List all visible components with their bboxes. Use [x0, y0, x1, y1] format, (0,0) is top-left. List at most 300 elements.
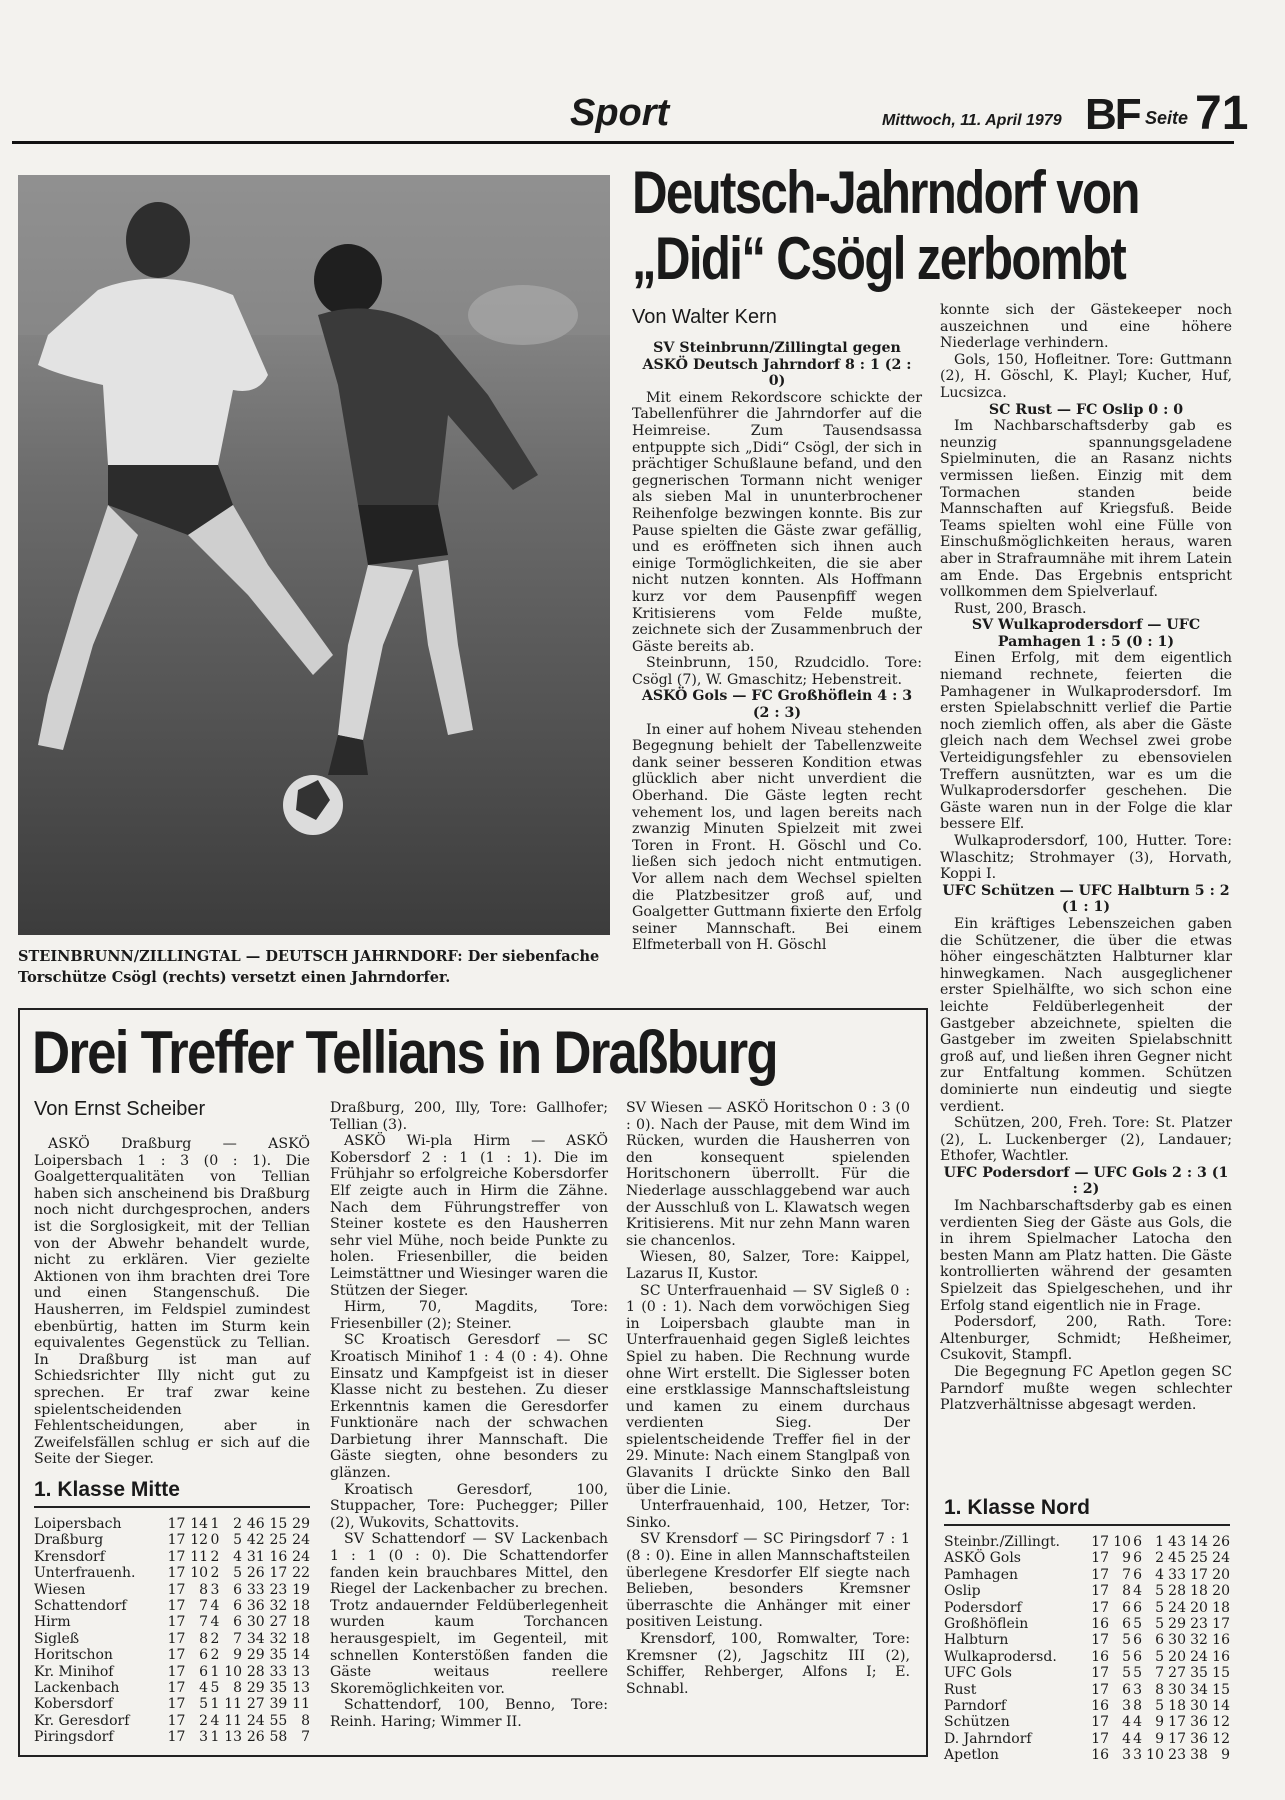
stat-cell: 15 — [1212, 1681, 1230, 1698]
stat-cell: 4 — [210, 1598, 220, 1615]
stat-cell: 33 — [269, 1663, 288, 1680]
stat-cell: 8 — [1155, 1681, 1164, 1698]
team-name: Großhöflein — [944, 1616, 1029, 1633]
match-heading: SC Rust — FC Oslip 0 : 0 — [988, 401, 1184, 418]
stat-cell: 6 — [199, 1663, 209, 1680]
headline-line-2: „Didi“ Csögl zerbombt — [632, 225, 1126, 292]
stat-cell: 17 — [167, 1696, 186, 1713]
stat-cell: 11 — [224, 1696, 243, 1713]
table-row — [944, 1649, 1230, 1665]
table-row — [34, 1565, 310, 1581]
stat-cell: 6 — [1133, 1566, 1143, 1583]
article1-byline: Von Walter Kern — [632, 306, 777, 328]
stat-cell: 3 — [199, 1729, 209, 1746]
stat-cell: 28 — [1168, 1583, 1186, 1600]
stat-cell: 29 — [246, 1680, 265, 1697]
stat-cell: 17 — [1212, 1616, 1230, 1633]
team-name: Wulkaprodersd. — [944, 1648, 1057, 1665]
team-name: Podersdorf — [944, 1599, 1022, 1616]
stat-cell: 8 — [199, 1630, 209, 1647]
stat-cell: 11 — [190, 1548, 209, 1565]
article1-headline — [632, 159, 1139, 292]
team-name: Halbturn — [944, 1632, 1009, 1649]
table-row — [944, 1632, 1230, 1648]
stat-cell: 18 — [1212, 1599, 1230, 1616]
stat-cell: 2 — [199, 1712, 209, 1729]
stat-cell: 10 — [224, 1663, 243, 1680]
paragraph: SV Schattendorf — SV Lackenbach 1 : 1 (0 : 0). Die Schattendorfer fanden kein brauchbares Mittel, den Riegel der Lackenbacher zu brechen. Trotz andauernder Feldüberlegenheit wurden kaum Torchancen herausgespielt, im Gegenteil, mit schnellen Konterstößen fanden die Gäste weitaus reellere Skoremöglichkeiten vor. — [330, 1531, 608, 1697]
stat-cell: 2 — [210, 1548, 220, 1565]
stat-cell: 30 — [1168, 1632, 1186, 1649]
stat-cell: 1 — [1155, 1534, 1164, 1550]
stat-cell: 30 — [246, 1614, 265, 1631]
table-row — [944, 1600, 1230, 1616]
stat-cell: 23 — [269, 1581, 288, 1598]
stat-cell: 7 — [233, 1630, 243, 1647]
team-name: Pamhagen — [944, 1566, 1019, 1583]
stat-cell: 5 — [210, 1680, 220, 1697]
table-row — [34, 1713, 310, 1729]
table-row — [944, 1714, 1230, 1730]
paragraph: Steinbrunn, 150, Rzudcidlo. Tore: Csögl (7), W. Gmaschitz; Hebenstreit. — [632, 655, 922, 688]
stat-cell: 3 — [1133, 1681, 1143, 1698]
stat-cell: 17 — [1190, 1566, 1208, 1583]
paragraph: Ein kräftiges Lebenszeichen gaben die Schützener, die über die etwas höher eingeschätzten Halbturner klar hinwegkamen. Nach ausgeglichener erster Spielhälfte, wo sich schon eine leichte Feldüberlegenheit der Gastgeber abzeichnete, spielten die Gastgeber im zweiten Spielabschnitt groß auf, und ließen ihren Gegner nicht zur Entfaltung kommen. Schützen dominierte nun eindeutig und siegte verdient. — [940, 915, 1232, 1115]
paragraph: In einer auf hohem Niveau stehenden Begegnung behielt der Tabellenzweite dank seiner besseren Kondition etwas glücklich aber nicht unverdient die Oberhand. Die Gäste legten recht vehement los, und lagen bereits nach zwanzig Minuten Spielzeit mit zwei Toren in Front. H. Göschl und Co. ließen sich jedoch nicht entmutigen. Vor allem nach dem Wechsel spielten die Platzbesitzer groß auf, und Goalgetter Guttmann fixierte den Erfolg seiner Mannschaft. Bei einem Elfmeterball von H. Göschl — [632, 721, 922, 954]
team-name: UFC Gols — [944, 1665, 1012, 1682]
stat-cell: 24 — [1190, 1648, 1208, 1665]
stat-cell: 26 — [1212, 1534, 1230, 1550]
team-name: Hirm — [34, 1614, 71, 1631]
stat-cell: 9 — [233, 1647, 243, 1664]
stat-cell: 12 — [1212, 1730, 1230, 1747]
stat-cell: 17 — [1091, 1550, 1110, 1567]
header-rule — [12, 141, 1234, 144]
stat-cell: 9 — [1122, 1550, 1132, 1567]
stat-cell: 27 — [246, 1696, 265, 1713]
stat-cell: 17 — [167, 1729, 186, 1746]
standings-mitte — [34, 1478, 310, 1746]
stat-cell: 31 — [246, 1548, 265, 1565]
headline-line-1: Deutsch-Jahrndorf von — [632, 159, 1139, 226]
standings-nord-title: 1. Klasse Nord — [944, 1496, 1090, 1519]
stat-cell: 24 — [292, 1548, 310, 1565]
paragraph: Einen Erfolg, mit dem eigentlich niemand rechnete, feierten die Pamhagener in Wulkaprodersdorf. Im ersten Spielabschnitt verlief die Partie noch ziemlich offen, als aber die Gäste gleich nach dem Wechsel zwei grobe Verteidigungsfehler zu ebensovielen Treffern ausnützten, war es um die Wulkaprodersdorfer geschehen. Die Gäste waren nun in der Folge die klar bessere Elf. — [940, 650, 1232, 833]
stat-cell: 9 — [1155, 1714, 1164, 1731]
team-name: Kr. Minihof — [34, 1663, 114, 1680]
standings-nord — [944, 1496, 1230, 1764]
stat-cell: 17 — [1091, 1599, 1110, 1616]
table-row — [34, 1696, 310, 1712]
stat-cell: 30 — [1190, 1698, 1208, 1715]
paragraph: ASKÖ Draßburg — ASKÖ Loipersbach 1 : 3 (0 : 1). Die Goalgetterqualitäten von Tellian haben sich anscheinend bis Draßburg noch nicht durchgesprochen, anders ist die Sorglosigkeit, mit der Tellian von der Abwehr behandelt wurde, nicht zu erklären. Vier gezielte Aktionen von ihm brachten drei Tore und einen Stangenschuß. Die Hausherren, im Feldspiel zumindest ebenbürtig, hatten im Sturm kein equivalentes Gegenstück zu Tellian. In Draßburg ist man auf Schiedsrichter Illy nicht gut zu sprechen. Er traf zwar keine spielentscheidenden Fehlentscheidungen, aber in Zweifelsfällen schlug er sich auf die Seite der Sieger. — [34, 1136, 310, 1468]
stat-cell: 58 — [269, 1729, 288, 1746]
stat-cell: 35 — [269, 1680, 288, 1697]
table-row — [34, 1598, 310, 1614]
stat-cell: 5 — [199, 1696, 209, 1713]
stat-cell: 17 — [1091, 1681, 1110, 1698]
stat-cell: 12 — [1212, 1714, 1230, 1731]
stat-cell: 24 — [1212, 1550, 1230, 1567]
table-row — [944, 1731, 1230, 1747]
stat-cell: 10 — [1146, 1747, 1164, 1764]
stat-cell: 18 — [292, 1598, 310, 1615]
stat-cell: 17 — [167, 1581, 186, 1598]
team-name: Oslip — [944, 1583, 981, 1600]
stat-cell: 36 — [246, 1598, 265, 1615]
stat-cell: 8 — [301, 1712, 310, 1729]
stat-cell: 32 — [269, 1630, 288, 1647]
stat-cell: 17 — [1091, 1730, 1110, 1747]
stat-cell: 23 — [1168, 1747, 1186, 1764]
issue-date: Mittwoch, 11. April 1979 — [882, 112, 1062, 129]
stat-cell: 17 — [1168, 1714, 1186, 1731]
stat-cell: 6 — [1122, 1616, 1132, 1633]
table-row — [34, 1729, 310, 1745]
stat-cell: 13 — [292, 1663, 310, 1680]
stat-cell: 5 — [1122, 1648, 1132, 1665]
stat-cell: 17 — [167, 1712, 186, 1729]
stat-cell: 17 — [1091, 1714, 1110, 1731]
stat-cell: 39 — [269, 1696, 288, 1713]
stat-cell: 20 — [1190, 1599, 1208, 1616]
stat-cell: 17 — [167, 1516, 186, 1532]
stat-cell: 32 — [1190, 1632, 1208, 1649]
stat-cell: 22 — [292, 1565, 310, 1582]
team-name: ASKÖ Gols — [944, 1550, 1021, 1567]
stat-cell: 17 — [167, 1680, 186, 1697]
stat-cell: 5 — [233, 1532, 243, 1549]
paragraph: SC Unterfrauenhaid — SV Sigleß 0 : 1 (0 : 1). Nach dem vorwöchigen Sieg in Loipersbach glaubte man in Unterfrauenhaid gegen Sigleß leichtes Spiel zu haben. Die Rechnung wurde ohne Wirt erstellt. Die Siglesser boten eine erstklassige Mannschaftsleistung und kamen zu einem durchaus verdienten Sieg. Der spielentscheidende Treffer fiel in der 29. Minute: Nach einem Stanglpaß von Glavanits I drückte Sinko den Ball über die Linie. — [626, 1282, 910, 1498]
stat-cell: 15 — [269, 1516, 288, 1532]
team-name: Apetlon — [944, 1747, 999, 1764]
stat-cell: 34 — [246, 1630, 265, 1647]
paragraph: Wiesen, 80, Salzer, Tore: Kaippel, Lazarus II, Kustor. — [626, 1249, 910, 1282]
newspaper-logo: BF — [1085, 90, 1140, 139]
stat-cell: 1 — [210, 1696, 220, 1713]
standings-nord-rule — [944, 1524, 1230, 1526]
team-name: Rust — [944, 1681, 977, 1698]
page-number: 71 — [1195, 87, 1249, 140]
stat-cell: 5 — [1133, 1616, 1143, 1633]
stat-cell: 13 — [292, 1680, 310, 1697]
stat-cell: 16 — [1091, 1747, 1110, 1764]
table-row — [944, 1747, 1230, 1763]
stat-cell: 8 — [233, 1680, 243, 1697]
table-row — [34, 1516, 310, 1532]
stat-cell: 1 — [210, 1729, 220, 1746]
table-row — [944, 1534, 1230, 1550]
team-name: Sigleß — [34, 1630, 80, 1647]
stat-cell: 6 — [233, 1581, 243, 1598]
team-name: Lackenbach — [34, 1680, 120, 1697]
stat-cell: 5 — [1155, 1648, 1164, 1665]
table-row — [34, 1614, 310, 1630]
stat-cell: 4 — [199, 1680, 209, 1697]
stat-cell: 16 — [1212, 1632, 1230, 1649]
team-name: Schützen — [944, 1714, 1010, 1731]
team-name: Piringsdorf — [34, 1729, 114, 1746]
stat-cell: 6 — [1122, 1681, 1132, 1698]
table-row — [34, 1549, 310, 1565]
table-row — [944, 1583, 1230, 1599]
stat-cell: 20 — [1212, 1566, 1230, 1583]
stat-cell: 7 — [1122, 1566, 1132, 1583]
match-heading: SV Wulkaprodersdorf — UFC Pamhagen 1 : 5 (0 : 1) — [971, 617, 1201, 650]
stat-cell: 2 — [210, 1630, 220, 1647]
stat-cell: 5 — [1155, 1583, 1164, 1600]
stat-cell: 17 — [167, 1614, 186, 1631]
stat-cell: 4 — [1133, 1730, 1143, 1747]
paragraph: Schützen, 200, Freh. Tore: St. Platzer (2), L. Luckenberger (2), Landauer; Ethofer, Wachtler. — [940, 1115, 1232, 1165]
stat-cell: 3 — [1122, 1698, 1132, 1715]
football-players-illustration — [18, 175, 610, 935]
stat-cell: 42 — [246, 1532, 265, 1549]
stat-cell: 4 — [1133, 1714, 1143, 1731]
stat-cell: 5 — [1155, 1599, 1164, 1616]
stat-cell: 11 — [224, 1712, 243, 1729]
team-name: Schattendorf — [34, 1598, 127, 1615]
stat-cell: 34 — [1190, 1681, 1208, 1698]
stat-cell: 17 — [1091, 1566, 1110, 1583]
stat-cell: 30 — [1168, 1681, 1186, 1698]
match-heading: UFC Schützen — UFC Halbturn 5 : 2 (1 : 1) — [942, 882, 1230, 916]
paragraph: konnte sich der Gästekeeper noch auszeichnen und eine höhere Niederlage verhindern. — [940, 302, 1232, 352]
stat-cell: 17 — [1091, 1632, 1110, 1649]
stat-cell: 6 — [199, 1647, 209, 1664]
paragraph: Die Begegnung FC Apetlon gegen SC Parndorf mußte wegen schlechter Platzverhältnisse abgesagt werden. — [940, 1364, 1232, 1414]
stat-cell: 6 — [1133, 1632, 1143, 1649]
stat-cell: 6 — [1122, 1599, 1132, 1616]
stat-cell: 6 — [233, 1614, 243, 1631]
paragraph: Mit einem Rekordscore schickte der Tabellenführer die Jahrndorfer auf die Heimreise. Zum Tausendsassa entpuppte sich „Didi“ Csögl, der sich in prächtiger Schußlaune befand, und den gegnerischen Tormann nicht weniger als sieben Mal in ununterbrochener Reihenfolge bezwingen konnte. Bis zur Pause spielten die Gäste zwar gefällig, und es eröffneten sich ihnen auch einige Tormöglichkeiten, die sie aber nicht nutzen konnten. Als Hoffmann kurz vor dem Pausenpfiff wegen Kritisierens vom Felde mußte, zeichnete sich der Zusammenbruch der Gäste bereits ab. — [632, 389, 922, 655]
stat-cell: 55 — [269, 1712, 288, 1729]
stat-cell: 4 — [210, 1712, 220, 1729]
stat-cell: 1 — [210, 1516, 220, 1532]
stat-cell: 16 — [1212, 1648, 1230, 1665]
stat-cell: 25 — [1190, 1550, 1208, 1567]
article2-column-2 — [330, 1100, 608, 1731]
stat-cell: 26 — [246, 1729, 265, 1746]
paragraph: Unterfrauenhaid, 100, Hetzer, Tor: Sinko. — [626, 1498, 910, 1531]
stat-cell: 18 — [292, 1630, 310, 1647]
standings-mitte-table — [34, 1516, 310, 1746]
table-row — [944, 1698, 1230, 1714]
stat-cell: 0 — [210, 1532, 220, 1549]
stat-cell: 4 — [1155, 1566, 1164, 1583]
table-row — [34, 1532, 310, 1548]
team-name: Steinbr./Zillingt. — [944, 1534, 1060, 1550]
stat-cell: 2 — [233, 1516, 243, 1532]
photo-caption: STEINBRUNN/ZILLINGTAL — DEUTSCH JAHRNDORF: Der siebenfache Torschütze Csögl (rechts) versetzt einen Jahrndorfer. — [18, 948, 600, 986]
stat-cell: 1 — [210, 1663, 220, 1680]
paragraph: Draßburg, 200, Illy, Tore: Gallhofer; Tellian (3). — [330, 1100, 608, 1133]
table-row — [944, 1550, 1230, 1566]
table-row — [34, 1631, 310, 1647]
page-label: Seite — [1145, 108, 1189, 128]
stat-cell: 7 — [199, 1598, 209, 1615]
stat-cell: 45 — [1168, 1550, 1186, 1567]
stat-cell: 33 — [1168, 1566, 1186, 1583]
team-name: D. Jahrndorf — [944, 1730, 1032, 1747]
stat-cell: 18 — [1190, 1583, 1208, 1600]
stat-cell: 27 — [1168, 1665, 1186, 1682]
stat-cell: 18 — [292, 1614, 310, 1631]
stat-cell: 6 — [1133, 1599, 1143, 1616]
paragraph: SV Wiesen — ASKÖ Horitschon 0 : 3 (0 : 0). Nach der Pause, mit dem Wind im Rücken, wurden die Hausherren von den konsequent spielenden Horitschonern überrollt. Für die Niederlage ausschlaggebend war auch der Ausschluß von L. Klawatsch wegen Kritisierens. Mit nur zehn Mann waren sie chancenlos. — [626, 1100, 910, 1249]
stat-cell: 19 — [292, 1581, 310, 1598]
table-row — [944, 1665, 1230, 1681]
stat-cell: 27 — [269, 1614, 288, 1631]
stat-cell: 17 — [167, 1630, 186, 1647]
table-row — [34, 1582, 310, 1598]
stat-cell: 17 — [167, 1663, 186, 1680]
article2-column-1 — [34, 1136, 310, 1468]
stat-cell: 5 — [1133, 1665, 1143, 1682]
stat-cell: 17 — [167, 1548, 186, 1565]
match-heading: ASKÖ Gols — FC Großhöflein 4 : 3 (2 : 3) — [641, 688, 913, 722]
paragraph: Gols, 150, Hofleitner. Tore: Guttmann (2), H. Göschl, K. Playl; Kucher, Huf, Lucsizca. — [940, 351, 1232, 401]
paragraph: Wulkaprodersdorf, 100, Hutter. Tore: Wlaschitz; Strohmayer (3), Horvath, Koppi I. — [940, 833, 1232, 883]
stat-cell: 17 — [269, 1565, 288, 1582]
stat-cell: 24 — [292, 1532, 310, 1549]
stat-cell: 20 — [1212, 1583, 1230, 1600]
stat-cell: 14 — [1212, 1698, 1230, 1715]
team-name: Kobersdorf — [34, 1696, 113, 1713]
stat-cell: 4 — [1133, 1583, 1143, 1600]
stat-cell: 14 — [292, 1647, 310, 1664]
stat-cell: 14 — [1190, 1534, 1208, 1550]
team-name: Kr. Geresdorf — [34, 1712, 130, 1729]
table-row — [34, 1680, 310, 1696]
stat-cell: 5 — [1122, 1632, 1132, 1649]
stat-cell: 17 — [1091, 1583, 1110, 1600]
stat-cell: 3 — [1133, 1747, 1143, 1764]
stat-cell: 5 — [1122, 1665, 1132, 1682]
stat-cell: 3 — [210, 1581, 220, 1598]
stat-cell: 32 — [269, 1598, 288, 1615]
paragraph: ASKÖ Wi-pla Hirm — ASKÖ Kobersdorf 2 : 1 (1 : 1). Die im Frühjahr so erfolgreiche Kobersdorfer Elf zeigte auch in Hirm die Zähne. Nach dem Führungstreffer von Steiner kostete es den Hausherren sehr viel Mühe, noch beide Punkte zu holen. Friesenbiller, die beiden Leimstättner und Wiesinger waren die Stützen der Sieger. — [330, 1133, 608, 1299]
paragraph: Rust, 200, Brasch. — [954, 600, 1087, 617]
stat-cell: 8 — [1122, 1583, 1132, 1600]
standings-mitte-title: 1. Klasse Mitte — [34, 1478, 180, 1501]
article2-column-3 — [626, 1100, 910, 1697]
stat-cell: 43 — [1168, 1534, 1186, 1550]
stat-cell: 2 — [210, 1565, 220, 1582]
stat-cell: 28 — [246, 1663, 265, 1680]
team-name: Draßburg — [34, 1532, 104, 1549]
stat-cell: 33 — [246, 1581, 265, 1598]
stat-cell: 36 — [1190, 1730, 1208, 1747]
stat-cell: 24 — [246, 1712, 265, 1729]
standings-mitte-rule — [34, 1506, 310, 1508]
paragraph: Krensdorf, 100, Romwalter, Tore: Kremsner (2), Jagschitz III (2), Schiffer, Rehberger, Alfons I; E. Schnabl. — [626, 1631, 910, 1697]
stat-cell: 26 — [246, 1565, 265, 1582]
stat-cell: 29 — [246, 1647, 265, 1664]
stat-cell: 29 — [1168, 1616, 1186, 1633]
stat-cell: 8 — [1133, 1698, 1143, 1715]
stat-cell: 6 — [1155, 1632, 1164, 1649]
stat-cell: 10 — [190, 1565, 209, 1582]
stat-cell: 12 — [190, 1532, 209, 1549]
stat-cell: 5 — [1155, 1616, 1164, 1633]
match-heading: UFC Podersdorf — UFC Gols 2 : 3 (1 : 2) — [943, 1164, 1229, 1198]
stat-cell: 24 — [1168, 1599, 1186, 1616]
standings-nord-table — [944, 1534, 1230, 1764]
stat-cell: 9 — [1155, 1730, 1164, 1747]
article1-column-2 — [940, 302, 1232, 1414]
stat-cell: 20 — [1168, 1648, 1186, 1665]
table-row — [944, 1567, 1230, 1583]
stat-cell: 6 — [1133, 1534, 1143, 1550]
table-row — [944, 1616, 1230, 1632]
team-name: Unterfrauenh. — [34, 1565, 136, 1582]
stat-cell: 7 — [301, 1729, 310, 1746]
stat-cell: 6 — [1133, 1648, 1143, 1665]
team-name: Krensdorf — [34, 1548, 105, 1565]
stat-cell: 17 — [1091, 1534, 1110, 1550]
stat-cell: 6 — [1133, 1550, 1143, 1567]
article2-byline: Von Ernst Scheiber — [34, 1098, 206, 1120]
stat-cell: 17 — [1091, 1665, 1110, 1682]
stat-cell: 11 — [292, 1696, 310, 1713]
stat-cell: 10 — [1113, 1534, 1132, 1550]
article2-headline: Drei Treffer Tellians in Draßburg — [32, 1019, 777, 1086]
stat-cell: 16 — [1091, 1648, 1110, 1665]
paragraph: Podersdorf, 200, Rath. Tore: Altenburger, Schmidt; Heßheimer, Csukovit, Stampfl. — [940, 1314, 1232, 1364]
paragraph: Im Nachbarschaftsderby gab es einen verdienten Sieg der Gäste aus Gols, die in ihrem Spielmacher Latocha den besten Mann am Platz hatten. Die Gäste kontrollierten während der gesamten Spielzeit das Spielgeschehen, und ihr Erfolg stand eigentlich nie in Frage. — [940, 1198, 1232, 1314]
stat-cell: 5 — [1155, 1698, 1164, 1715]
team-name: Loipersbach — [34, 1516, 122, 1532]
stat-cell: 6 — [233, 1598, 243, 1615]
stat-cell: 9 — [1221, 1747, 1230, 1764]
stat-cell: 18 — [1168, 1698, 1186, 1715]
match-photo — [18, 175, 610, 935]
table-row — [34, 1647, 310, 1663]
stat-cell: 17 — [167, 1532, 186, 1549]
stat-cell: 4 — [233, 1548, 243, 1565]
stat-cell: 4 — [210, 1614, 220, 1631]
team-name: Parndorf — [944, 1698, 1007, 1715]
stat-cell: 7 — [1155, 1665, 1164, 1682]
paragraph: SC Kroatisch Geresdorf — SC Kroatisch Minihof 1 : 4 (0 : 4). Ohne Einsatz und Kampfgeist ist in dieser Klasse nicht zu bestehen. Zu dieser Erkenntnis kamen die Geresdorfer Funktionäre nach der schwachen Darbietung ihrer Mannschaft. Die Gäste siegten, ohne besonders zu glänzen. — [330, 1332, 608, 1482]
stat-cell: 15 — [1212, 1665, 1230, 1682]
stat-cell: 36 — [1190, 1714, 1208, 1731]
stat-cell: 8 — [199, 1581, 209, 1598]
stat-cell: 17 — [167, 1598, 186, 1615]
stat-cell: 2 — [210, 1647, 220, 1664]
stat-cell: 35 — [1190, 1665, 1208, 1682]
stat-cell: 7 — [199, 1614, 209, 1631]
table-row — [34, 1664, 310, 1680]
stat-cell: 16 — [269, 1548, 288, 1565]
stat-cell: 29 — [292, 1516, 310, 1532]
table-row — [944, 1682, 1230, 1698]
paragraph: Hirm, 70, Magdits, Tore: Friesenbiller (2); Steiner. — [330, 1299, 608, 1332]
stat-cell: 14 — [190, 1516, 209, 1532]
stat-cell: 16 — [1091, 1616, 1110, 1633]
stat-cell: 23 — [1190, 1616, 1208, 1633]
team-name: Wiesen — [34, 1581, 86, 1598]
stat-cell: 46 — [246, 1516, 265, 1532]
team-name: Horitschon — [34, 1647, 113, 1664]
paragraph: Kroatisch Geresdorf, 100, Stuppacher, Tore: Puchegger; Piller (2), Wukovits, Schattovits. — [330, 1481, 608, 1531]
section-title: Sport — [570, 92, 670, 134]
paragraph: Schattendorf, 100, Benno, Tore: Reinh. Haring; Wimmer II. — [330, 1697, 608, 1730]
stat-cell: 17 — [1168, 1730, 1186, 1747]
stat-cell: 16 — [1091, 1698, 1110, 1715]
stat-cell: 17 — [167, 1647, 186, 1664]
